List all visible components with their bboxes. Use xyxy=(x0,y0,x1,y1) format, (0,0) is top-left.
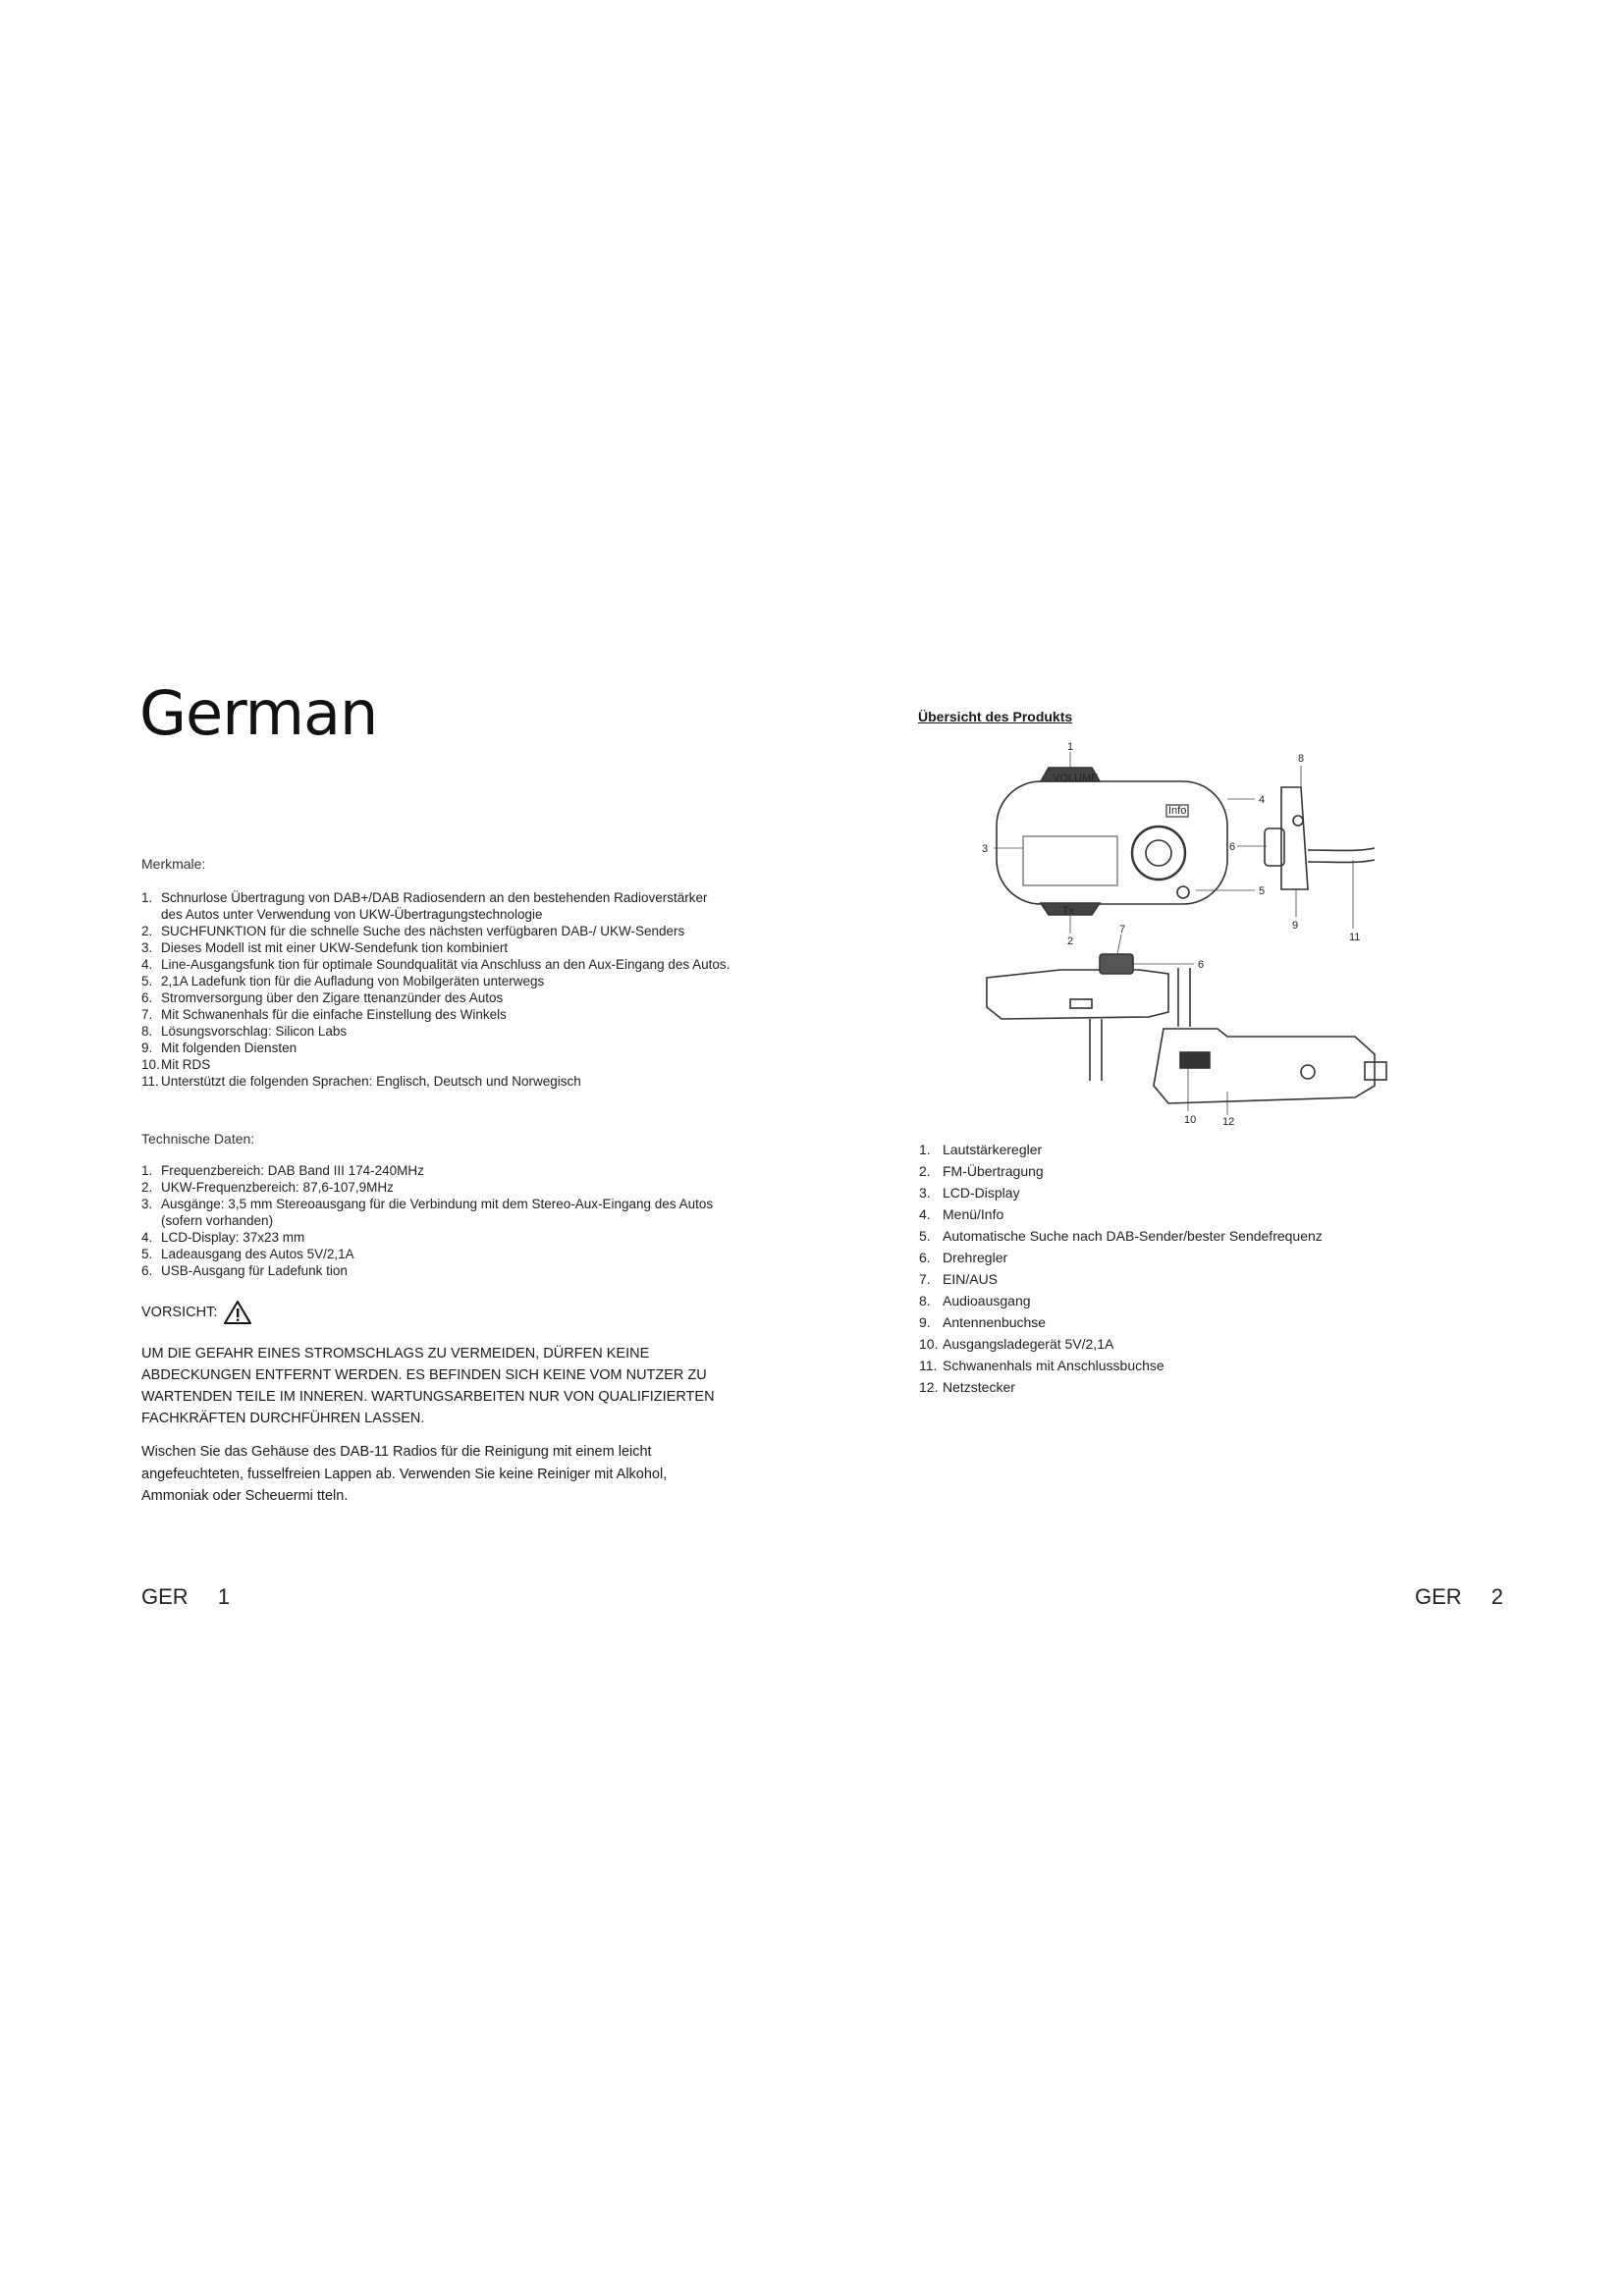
tech-spec-item-number: 5. xyxy=(141,1247,153,1261)
page-title: German xyxy=(139,677,378,749)
tech-spec-item-number: 2. xyxy=(141,1180,153,1195)
feature-item-number: 6. xyxy=(141,990,153,1005)
feature-item-number: 5. xyxy=(141,974,153,988)
callout-6b: 6 xyxy=(1198,959,1205,971)
part-item-number: 12. xyxy=(919,1379,939,1395)
tech-spec-item-text: Ausgänge: 3,5 mm Stereoausgang für die Verbindung mit dem Stereo-Aux-Eingang des Autos (sofern vorhanden) xyxy=(161,1197,714,1228)
callout-1: 1 xyxy=(1067,742,1074,753)
tech-spec-item-number: 4. xyxy=(141,1230,153,1245)
part-item-number: 10. xyxy=(919,1336,939,1352)
footer-code: GER xyxy=(1415,1584,1462,1609)
part-item-text: Schwanenhals mit Anschlussbuchse xyxy=(943,1358,1164,1373)
footer-code: GER xyxy=(141,1584,189,1609)
feature-item xyxy=(141,989,731,1006)
tech-spec-item-text: LCD-Display: 37x23 mm xyxy=(161,1230,305,1245)
part-item xyxy=(919,1247,1331,1268)
tech-spec-item-number: 1. xyxy=(141,1163,153,1178)
callout-9: 9 xyxy=(1292,920,1299,932)
lcd-display xyxy=(1023,836,1117,885)
callout-7: 7 xyxy=(1119,924,1126,935)
safety-warning-text: UM DIE GEFAHR EINES STROMSCHLAGS ZU VERMEIDEN, DÜRFEN KEINE ABDECKUNGEN ENTFERNT WERDEN. ES BEFINDEN SICH KEINE VOM NUTZER ZU WARTENDEN TEILE IM INNEREN. WARTUNGSARBEITEN NUR VON QUALIFIZIERTEN FACHKRÄFTEN DURCHFÜHREN LASSEN. xyxy=(141,1346,715,1426)
feature-item-number: 1. xyxy=(141,890,153,905)
callout-5: 5 xyxy=(1259,885,1266,897)
rotary-knob xyxy=(1132,827,1185,880)
tech-spec-item xyxy=(141,1196,731,1229)
device-side-body xyxy=(1281,787,1308,889)
page-number: 1 xyxy=(217,1584,230,1609)
cleaning-instructions-text: Wischen Sie das Gehäuse des DAB-11 Radios für die Reinigung mit einem leicht angefeuchteten, fusselfreien Lappen ab. Verwenden Sie keine Reiniger mit Alkohol, Ammoniak oder Scheuermi tteln. xyxy=(141,1444,668,1504)
feature-item-text: Line-Ausgangsfunk tion für optimale Soundqualität via Anschluss an den Aux-Eingang des Autos. xyxy=(161,957,731,972)
feature-item-number: 2. xyxy=(141,924,153,938)
feature-item-number: 10. xyxy=(141,1057,160,1072)
feature-item xyxy=(141,1056,731,1073)
parts-list xyxy=(919,1139,1331,1398)
feature-item-number: 4. xyxy=(141,957,153,972)
feature-item xyxy=(141,889,731,923)
part-item xyxy=(919,1139,1331,1160)
tech-spec-item-text: USB-Ausgang für Ladefunk tion xyxy=(161,1263,348,1278)
part-item xyxy=(919,1160,1331,1182)
part-item-text: LCD-Display xyxy=(943,1185,1020,1201)
feature-item xyxy=(141,923,731,939)
part-item-number: 1. xyxy=(919,1142,931,1157)
part-item-number: 2. xyxy=(919,1163,931,1179)
info-label: Info xyxy=(1168,805,1187,817)
features-list xyxy=(141,889,731,1090)
audio-jack xyxy=(1293,816,1303,826)
feature-item xyxy=(141,973,731,989)
feature-item xyxy=(141,956,731,973)
feature-item xyxy=(141,1040,731,1056)
feature-item-number: 7. xyxy=(141,1007,153,1022)
feature-item-text: 2,1A Ladefunk tion für die Aufladung von Mobilgeräten unterwegs xyxy=(161,974,545,988)
part-item-text: FM-Übertragung xyxy=(943,1163,1044,1179)
part-item-text: Netzstecker xyxy=(943,1379,1015,1395)
part-item xyxy=(919,1225,1331,1247)
product-diagram xyxy=(943,742,1414,1135)
part-item-text: Ausgangsladegerät 5V/2,1A xyxy=(943,1336,1114,1352)
tech-spec-item-text: Frequenzbereich: DAB Band III 174-240MHz xyxy=(161,1163,424,1178)
tech-spec-item xyxy=(141,1246,731,1262)
callout-3: 3 xyxy=(982,843,989,855)
part-item-text: Audioausgang xyxy=(943,1293,1031,1308)
part-item-number: 5. xyxy=(919,1228,931,1244)
callout-6: 6 xyxy=(1229,841,1236,853)
feature-item-text: SUCHFUNKTION für die schnelle Suche des nächsten verfügbaren DAB-/ UKW-Senders xyxy=(161,924,685,938)
feature-item-number: 11. xyxy=(141,1074,159,1089)
bottom-knob xyxy=(1100,954,1133,974)
part-item-number: 6. xyxy=(919,1250,931,1265)
part-item-number: 11. xyxy=(919,1358,938,1373)
usb-port xyxy=(1180,1052,1210,1068)
part-item xyxy=(919,1182,1331,1203)
footer-right xyxy=(1415,1584,1503,1610)
feature-item-text: Mit folgenden Diensten xyxy=(161,1041,298,1055)
tech-spec-item xyxy=(141,1229,731,1246)
plug-tip xyxy=(1301,1065,1315,1079)
feature-item-text: Unterstützt die folgenden Sprachen: Englisch, Deutsch und Norwegisch xyxy=(161,1074,581,1089)
tech-spec-item-text: Ladeausgang des Autos 5V/2,1A xyxy=(161,1247,354,1261)
part-item xyxy=(919,1355,1331,1376)
callout-8: 8 xyxy=(1298,753,1305,765)
callout-11: 11 xyxy=(1349,932,1361,943)
part-item-number: 9. xyxy=(919,1314,931,1330)
part-item-text: Menü/Info xyxy=(943,1206,1004,1222)
caution-label: VORSICHT: xyxy=(141,1305,218,1320)
tech-specs-label: Technische Daten: xyxy=(141,1131,255,1147)
caution-heading xyxy=(141,1300,252,1325)
feature-item xyxy=(141,1006,731,1023)
callout-10: 10 xyxy=(1184,1114,1197,1126)
callout-12: 12 xyxy=(1222,1116,1235,1128)
tech-spec-item xyxy=(141,1179,731,1196)
feature-item-text: Dieses Modell ist mit einer UKW-Sendefunk tion kombiniert xyxy=(161,940,509,955)
feature-item-text: Mit Schwanenhals für die einfache Einstellung des Winkels xyxy=(161,1007,507,1022)
part-item-text: EIN/AUS xyxy=(943,1271,999,1287)
scan-button-icon xyxy=(1177,886,1189,898)
callout-4: 4 xyxy=(1259,794,1266,806)
part-item xyxy=(919,1203,1331,1225)
feature-item xyxy=(141,1073,731,1090)
part-item xyxy=(919,1290,1331,1311)
footer-left xyxy=(141,1584,230,1610)
tech-spec-item xyxy=(141,1162,731,1179)
part-item xyxy=(919,1268,1331,1290)
feature-item-text: Lösungsvorschlag: Silicon Labs xyxy=(161,1024,348,1039)
tech-spec-item-number: 3. xyxy=(141,1197,153,1211)
part-item-text: Lautstärkeregler xyxy=(943,1142,1043,1157)
device-bottom-view xyxy=(987,970,1168,1019)
callout-2: 2 xyxy=(1067,935,1074,947)
feature-item-number: 9. xyxy=(141,1041,153,1055)
part-item xyxy=(919,1333,1331,1355)
part-item-text: Antennenbuchse xyxy=(943,1314,1047,1330)
part-item-number: 8. xyxy=(919,1293,931,1308)
volume-label: VOLUME xyxy=(1053,773,1099,784)
warning-triangle-icon xyxy=(223,1300,252,1325)
tech-spec-item-number: 6. xyxy=(141,1263,153,1278)
part-item-text: Drehregler xyxy=(943,1250,1008,1265)
features-label: Merkmale: xyxy=(141,856,206,872)
feature-item-text: Stromversorgung über den Zigare ttenanzünder des Autos xyxy=(161,990,504,1005)
feature-item-text: Mit RDS xyxy=(161,1057,211,1072)
part-item-text: Automatische Suche nach DAB-Sender/bester Sendefrequenz xyxy=(943,1228,1323,1244)
part-item xyxy=(919,1376,1331,1398)
product-overview-title: Übersicht des Produkts xyxy=(918,709,1073,724)
tech-spec-item-text: UKW-Frequenzbereich: 87,6-107,9MHz xyxy=(161,1180,394,1195)
feature-item-text: Schnurlose Übertragung von DAB+/DAB Radiosendern an den bestehenden Radioverstärker des Autos unter Verwendung von UKW-Übertragungstechnologie xyxy=(161,890,708,922)
part-item-number: 7. xyxy=(919,1271,931,1287)
tech-spec-item xyxy=(141,1262,731,1279)
feature-item xyxy=(141,1023,731,1040)
part-item xyxy=(919,1311,1331,1333)
part-item-number: 4. xyxy=(919,1206,931,1222)
knob-inner xyxy=(1146,840,1171,866)
page-number: 2 xyxy=(1490,1584,1503,1609)
feature-item xyxy=(141,939,731,956)
part-item-number: 3. xyxy=(919,1185,931,1201)
feature-item-number: 3. xyxy=(141,940,153,955)
gooseneck-side xyxy=(1308,848,1375,851)
tech-specs-list xyxy=(141,1162,731,1279)
feature-item-number: 8. xyxy=(141,1024,153,1039)
tx-label: Tx xyxy=(1062,905,1075,917)
